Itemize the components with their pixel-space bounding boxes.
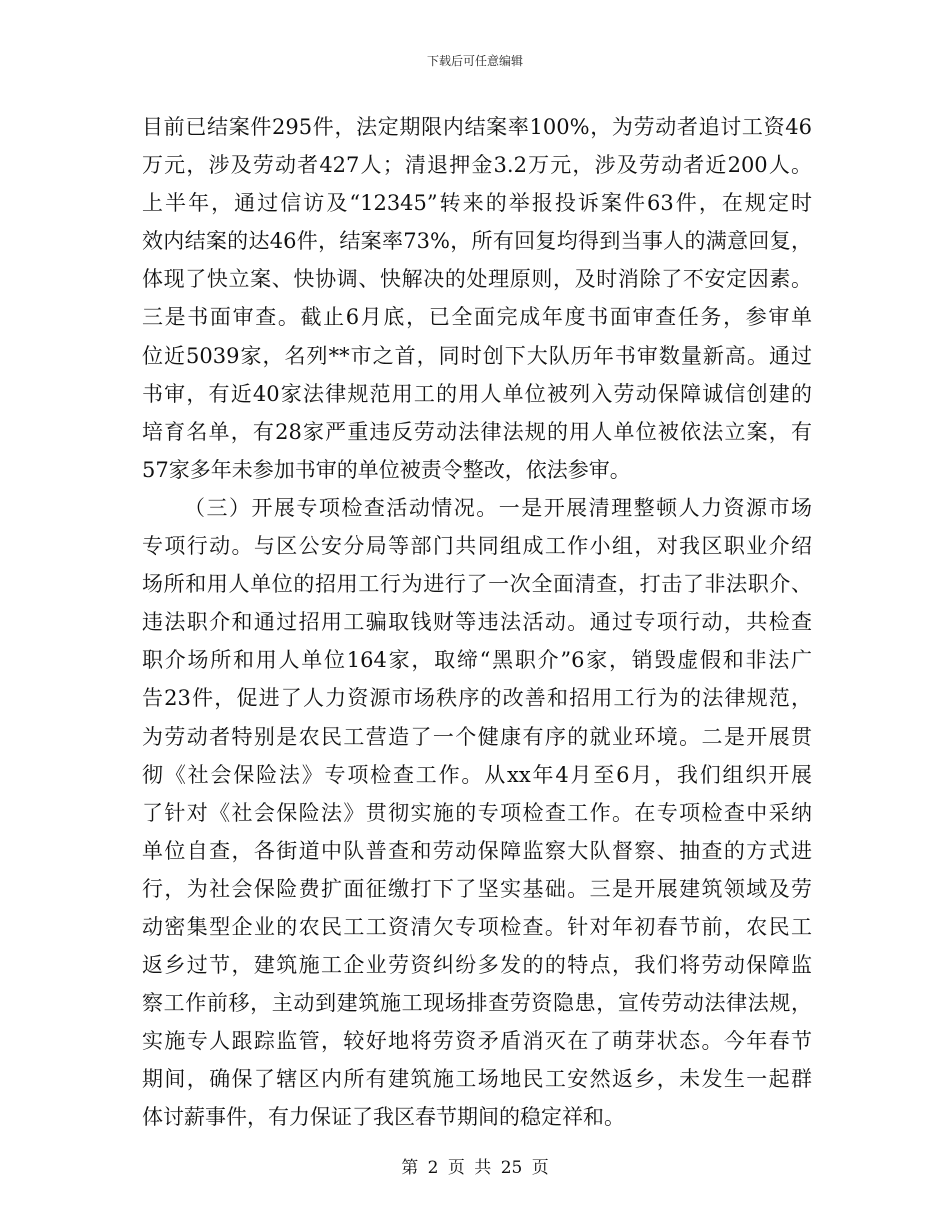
paragraph-2 bbox=[142, 489, 812, 1137]
page-number-footer: 第 2 页 共 25 页 bbox=[401, 1158, 549, 1178]
paragraph-line: 万元，涉及劳动者427人；清退押金3.2万元，涉及劳动者近200人。 bbox=[142, 153, 812, 178]
paragraph-line: 体讨薪事件，有力保证了我区春节期间的稳定祥和。 bbox=[142, 1105, 625, 1130]
paragraph-line: 上半年，通过信访及“12345”转来的举报投诉案件63件，在规定时 bbox=[142, 191, 812, 216]
paragraph-line: 位近5039家，名列**市之首，同时创下大队历年书审数量新高。通过 bbox=[142, 343, 812, 368]
paragraph-line: 告23件，促进了人力资源市场秩序的改善和招用工行为的法律规范， bbox=[142, 686, 812, 711]
paragraph-line: 单位自查，各街道中队普查和劳动保障监察大队督察、抽查的方式进 bbox=[142, 838, 812, 863]
paragraph-line: 57家多年未参加书审的单位被责令整改，依法参审。 bbox=[142, 457, 631, 482]
paragraph-line: 违法职介和通过招用工骗取钱财等违法活动。通过专项行动，共检查 bbox=[142, 610, 812, 635]
paragraph-line: 实施专人跟踪监管，较好地将劳资矛盾消灭在了萌芽状态。今年春节 bbox=[142, 1029, 812, 1054]
paragraph-line: 动密集型企业的农民工工资清欠专项检查。针对年初春节前，农民工 bbox=[142, 914, 812, 939]
paragraph-line: 职介场所和用人单位164家，取缔“黑职介”6家，销毁虚假和非法广 bbox=[142, 648, 812, 673]
paragraph-line: 培育名单，有28家严重违反劳动法律法规的用人单位被依法立案，有 bbox=[142, 419, 812, 444]
paragraph-line: 了针对《社会保险法》贯彻实施的专项检查工作。在专项检查中采纳 bbox=[142, 800, 812, 825]
paragraph-line: 察工作前移，主动到建筑施工现场排查劳资隐患，宣传劳动法律法规， bbox=[142, 991, 812, 1016]
paragraph-line: 行，为社会保险费扩面征缴打下了坚实基础。三是开展建筑领域及劳 bbox=[142, 876, 812, 901]
paragraph-line: 体现了快立案、快协调、快解决的处理原则，及时消除了不安定因素。 bbox=[142, 267, 812, 292]
paragraph-line: 效内结案的达46件，结案率73%，所有回复均得到当事人的满意回复， bbox=[142, 229, 812, 254]
paragraph-line: （三）开展专项检查活动情况。一是开展清理整顿人力资源市场 bbox=[184, 495, 812, 520]
paragraph-line: 三是书面审查。截止6月底，已全面完成年度书面审查任务，参审单 bbox=[142, 305, 812, 330]
paragraph-line: 为劳动者特别是农民工营造了一个健康有序的就业环境。二是开展贯 bbox=[142, 724, 812, 749]
paragraph-line: 书审，有近40家法律规范用工的用人单位被列入劳动保障诚信创建的 bbox=[142, 381, 812, 406]
document-body bbox=[142, 108, 812, 1137]
paragraph-line: 期间，确保了辖区内所有建筑施工场地民工安然返乡，未发生一起群 bbox=[142, 1067, 812, 1092]
paragraph-line: 目前已结案件295件，法定期限内结案率100%，为劳动者追讨工资46 bbox=[142, 115, 812, 139]
paragraph-line: 返乡过节，建筑施工企业劳资纠纷多发的的特点，我们将劳动保障监 bbox=[142, 953, 812, 978]
paragraph-line: 专项行动。与区公安分局等部门共同组成工作小组，对我区职业介绍 bbox=[142, 534, 812, 559]
paragraph-line: 彻《社会保险法》专项检查工作。从xx年4月至6月，我们组织开展 bbox=[142, 762, 812, 787]
page-header: 下载后可任意编辑 bbox=[426, 54, 523, 68]
paragraph-1 bbox=[142, 108, 812, 489]
paragraph-line: 场所和用人单位的招用工行为进行了一次全面清查，打击了非法职介、 bbox=[142, 572, 812, 597]
